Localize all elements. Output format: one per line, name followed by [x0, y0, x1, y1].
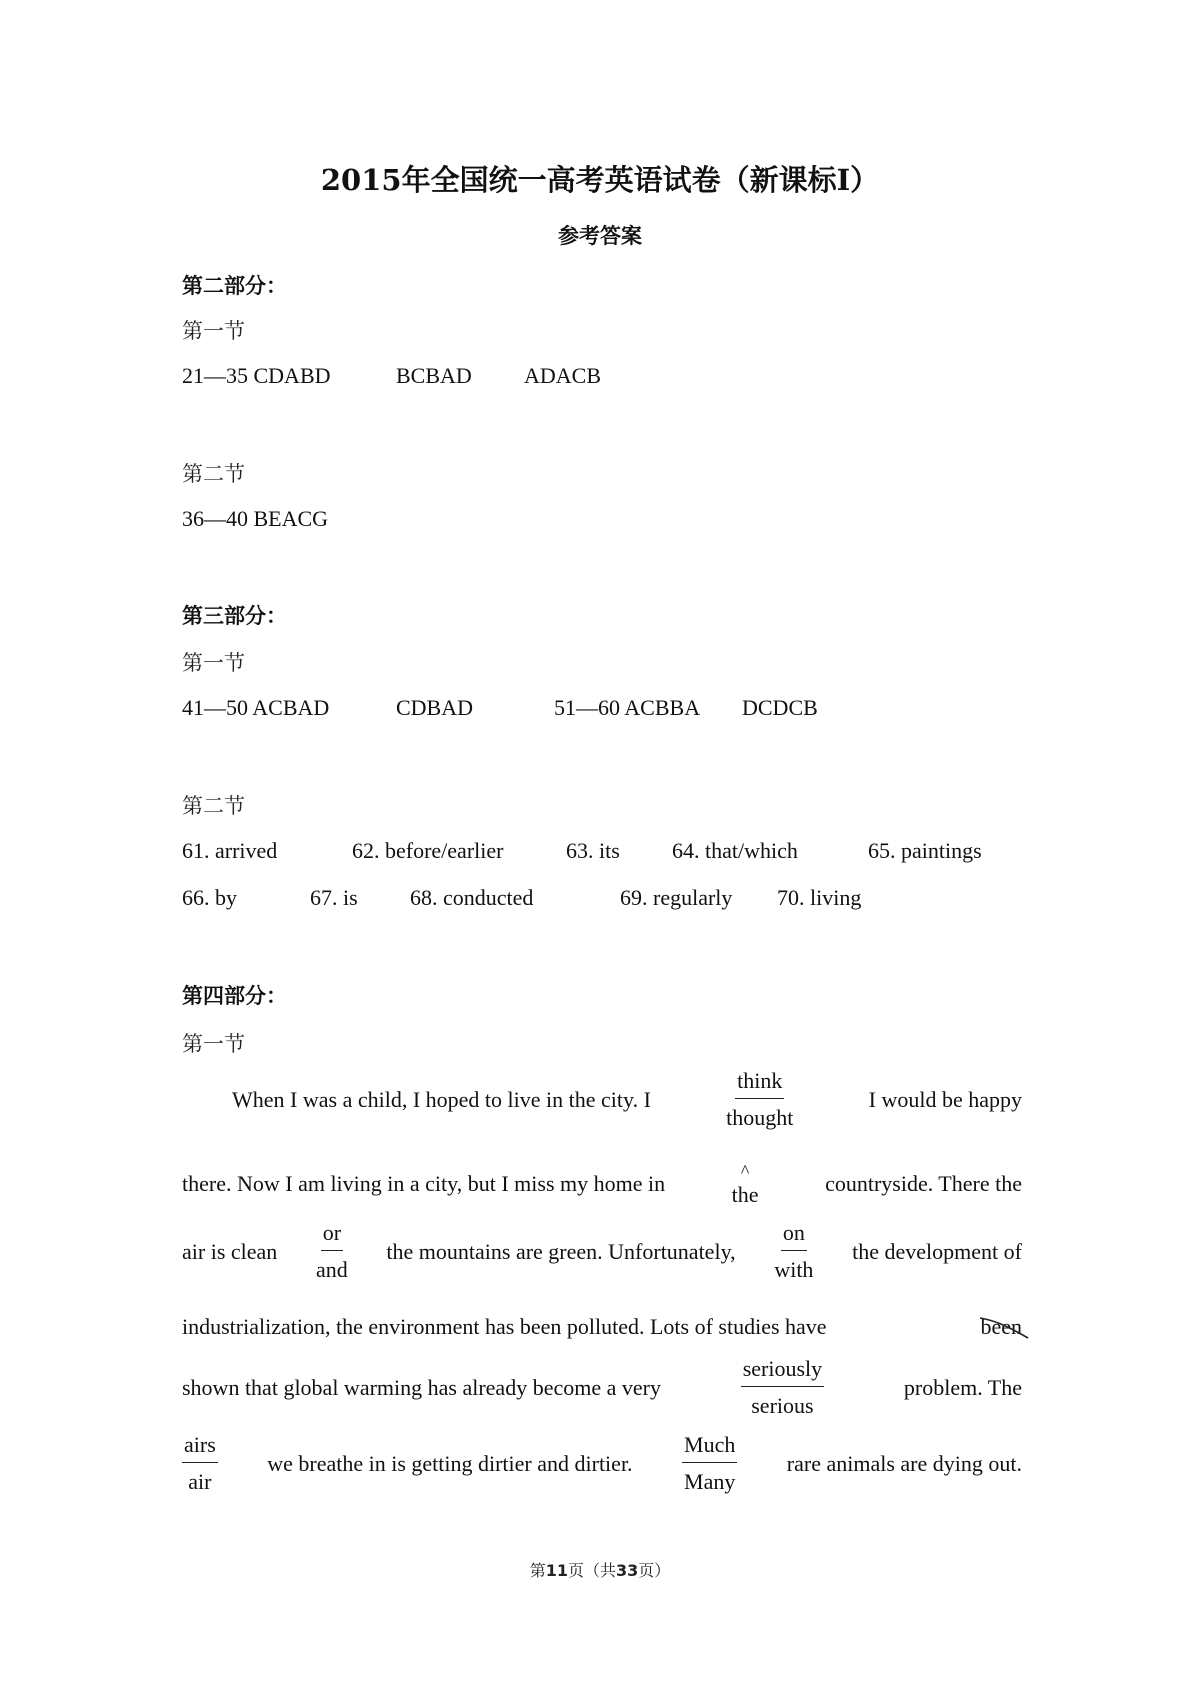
original-word: or	[321, 1222, 343, 1251]
answer-item: 64. that/which	[672, 838, 798, 863]
document-subtitle: 参考答案	[558, 223, 642, 248]
corrected-word: with	[774, 1257, 814, 1282]
correction-mark	[316, 1222, 348, 1281]
essay-text: countryside. There the	[825, 1171, 1022, 1196]
answer-group: BCBAD	[396, 363, 472, 388]
essay-text: rare animals are dying out.	[786, 1450, 1022, 1476]
essay-text: air is clean	[182, 1238, 278, 1264]
answer-group: 21—35 CDABD	[182, 363, 331, 388]
essay-line	[182, 1162, 1022, 1206]
footer-text: 页（共	[567, 1561, 616, 1580]
corrected-word: thought	[726, 1105, 794, 1130]
answer-group: CDBAD	[396, 695, 474, 720]
answer-group: 41—50 ACBAD	[182, 695, 330, 720]
essay-text: shown that global warming has already become a very	[182, 1374, 661, 1400]
essay-text: we breathe in is getting dirtier and dirtier.	[267, 1450, 633, 1476]
essay-line	[182, 1434, 1022, 1493]
correction-mark	[741, 1358, 824, 1417]
answer-item: 65. paintings	[868, 838, 982, 863]
page-number: 11	[545, 1561, 568, 1580]
correction-mark	[682, 1434, 737, 1493]
essay-line	[182, 1314, 1022, 1340]
original-word: airs	[182, 1434, 218, 1463]
part3-section2-row1	[182, 838, 1082, 868]
part3-section1-answers	[182, 695, 1082, 725]
essay-line	[182, 1070, 1022, 1129]
part2-section1-label: 第一节	[182, 319, 245, 343]
part3-section1-label: 第一节	[182, 651, 245, 675]
part3-section2-row2	[182, 885, 1082, 915]
answer-group: 36—40 BEACG	[182, 506, 329, 531]
original-word: think	[735, 1070, 784, 1099]
answer-item: 61. arrived	[182, 838, 278, 863]
part2-heading: 第二部分：	[182, 273, 287, 298]
page-footer	[0, 1558, 1200, 1581]
deleted-word: been	[980, 1314, 1022, 1339]
caret-icon: ^	[740, 1161, 750, 1181]
part2-section1-answers	[182, 363, 1082, 393]
page-total: 33	[616, 1561, 639, 1580]
document-title: 2015年全国统一高考英语试卷（新课标I）	[320, 163, 880, 197]
insertion-mark	[732, 1162, 759, 1206]
correction-mark	[774, 1222, 813, 1281]
corrected-word: Many	[684, 1469, 736, 1494]
answer-item: 67. is	[310, 885, 358, 910]
answer-item: 63. its	[566, 838, 620, 863]
essay-line	[182, 1222, 1022, 1281]
essay-text: the development of	[852, 1238, 1022, 1264]
part2-section2-label: 第二节	[182, 462, 245, 486]
correction-mark	[182, 1434, 218, 1493]
answer-item: 69. regularly	[620, 885, 733, 910]
essay-text: problem. The	[903, 1374, 1022, 1400]
answer-item: 62. before/earlier	[352, 838, 504, 863]
answer-item: 68. conducted	[410, 885, 534, 910]
essay-text: there. Now I am living in a city, but I miss my home in	[182, 1171, 666, 1196]
original-word: Much	[682, 1434, 737, 1463]
footer-text: 第	[529, 1561, 546, 1580]
essay-text: the mountains are green. Unfortunately,	[386, 1238, 736, 1264]
answer-group: ADACB	[524, 363, 602, 388]
answer-group: DCDCB	[742, 695, 818, 720]
answer-item: 70. living	[777, 885, 862, 910]
strike-icon	[978, 1310, 1032, 1342]
part3-heading: 第三部分：	[182, 603, 287, 628]
original-word: on	[781, 1222, 807, 1251]
original-word: seriously	[741, 1358, 824, 1387]
inserted-word: the	[731, 1182, 759, 1207]
essay-text: I would be happy	[868, 1086, 1022, 1112]
corrected-word: serious	[751, 1393, 814, 1418]
corrected-word: and	[315, 1257, 348, 1282]
correction-mark	[726, 1070, 793, 1129]
part4-heading: 第四部分：	[182, 983, 287, 1008]
corrected-word: air	[188, 1469, 212, 1494]
essay-text: When I was a child, I hoped to live in the city. I	[232, 1086, 651, 1112]
essay-text: industrialization, the environment has been polluted. Lots of studies have	[182, 1314, 827, 1339]
answer-group: 51—60 ACBBA	[554, 695, 701, 720]
part3-section2-label: 第二节	[182, 794, 245, 818]
deletion-mark	[980, 1314, 1022, 1340]
part4-section1-label: 第一节	[182, 1032, 245, 1056]
answer-item: 66. by	[182, 885, 237, 910]
footer-text: 页）	[638, 1561, 671, 1580]
essay-line	[182, 1358, 1022, 1417]
